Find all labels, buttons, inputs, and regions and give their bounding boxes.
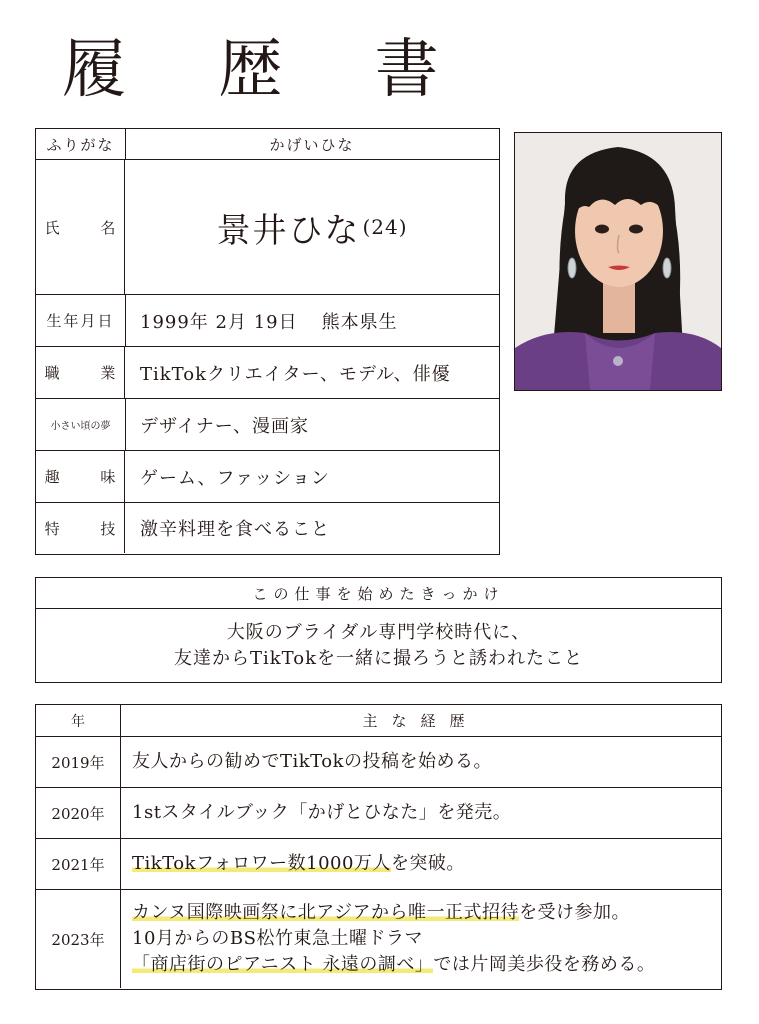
career-trigger-box: [35, 577, 722, 683]
highlighted-text: TikTokフォロワー数1000万人: [132, 853, 391, 874]
career-line: [132, 900, 715, 926]
career-header-row: [36, 705, 721, 737]
career-table: [35, 704, 722, 990]
name-value: 景井ひな: [216, 210, 361, 251]
portrait-photo: [514, 132, 722, 391]
hobby-label: 趣 味: [36, 451, 125, 502]
birth-label: 生年月日: [36, 295, 126, 346]
career-year: 2021年: [36, 839, 121, 889]
birth-row: [36, 295, 499, 347]
career-row: [36, 737, 721, 788]
career-year: 2023年: [36, 890, 121, 988]
hobby-value: ゲーム、ファッション: [140, 467, 330, 489]
career-line: 1stスタイルブック「かげとひなた」を発売。: [132, 802, 512, 823]
trigger-line: 友達からTikTokを一緒に撮ろうと誘われたこと: [173, 647, 584, 669]
furigana-value: かげいひな: [269, 135, 355, 154]
career-year-header: 年: [36, 705, 121, 736]
birth-date: 1999年 2月 19日: [140, 311, 298, 333]
dream-label: 小さい頃の夢: [36, 399, 126, 450]
skill-value: 激辛料理を食べること: [140, 519, 330, 540]
dream-row: [36, 399, 499, 451]
hobby-row: [36, 451, 499, 503]
trigger-heading: この仕事を始めたきっかけ: [36, 578, 721, 609]
dream-value: デザイナー、漫画家: [140, 415, 310, 437]
trigger-body: [36, 609, 721, 682]
career-text-rest: では片岡美歩役を務める。: [433, 954, 656, 975]
career-text: [132, 737, 715, 787]
career-text: [132, 890, 715, 988]
furigana-row: [36, 129, 499, 160]
career-text-rest: を受け参加。: [519, 902, 631, 923]
trigger-line: 大阪のブライダル専門学校時代に、: [226, 621, 531, 643]
highlighted-text: 「商店街のピアニスト 永遠の調べ」: [132, 954, 434, 975]
career-row: [36, 839, 721, 890]
name-row: [36, 160, 499, 295]
career-text: [132, 788, 715, 838]
document-title: 履 歴 書: [62, 33, 475, 107]
career-year: 2020年: [36, 788, 121, 838]
job-value: TikTokクリエイター、モデル、俳優: [140, 363, 451, 385]
name-value-cell: [125, 160, 499, 294]
career-row: [36, 788, 721, 839]
birth-place: 熊本県生: [321, 311, 398, 333]
career-text: [132, 839, 715, 889]
furigana-label: ふりがな: [36, 129, 126, 159]
career-line: 友人からの勧めでTikTokの投稿を始める。: [132, 751, 493, 772]
career-line: [132, 952, 715, 978]
highlighted-text: カンヌ国際映画祭に北アジアから唯一正式招待: [132, 902, 520, 923]
name-age: (24): [362, 215, 408, 239]
profile-table: [35, 128, 500, 555]
career-title-header: 主な経歴: [362, 712, 479, 730]
skill-row: [36, 503, 499, 553]
job-label: 職 業: [36, 347, 125, 398]
career-line: 10月からのBS松竹東急土曜ドラマ: [132, 928, 423, 949]
career-row: [36, 890, 721, 988]
career-year: 2019年: [36, 737, 121, 787]
skill-label: 特 技: [36, 503, 125, 553]
name-label: 氏 名: [36, 160, 125, 294]
career-line: [132, 851, 715, 877]
career-text-rest: を突破。: [390, 853, 465, 874]
job-row: [36, 347, 499, 399]
birth-value-cell: [140, 295, 491, 346]
